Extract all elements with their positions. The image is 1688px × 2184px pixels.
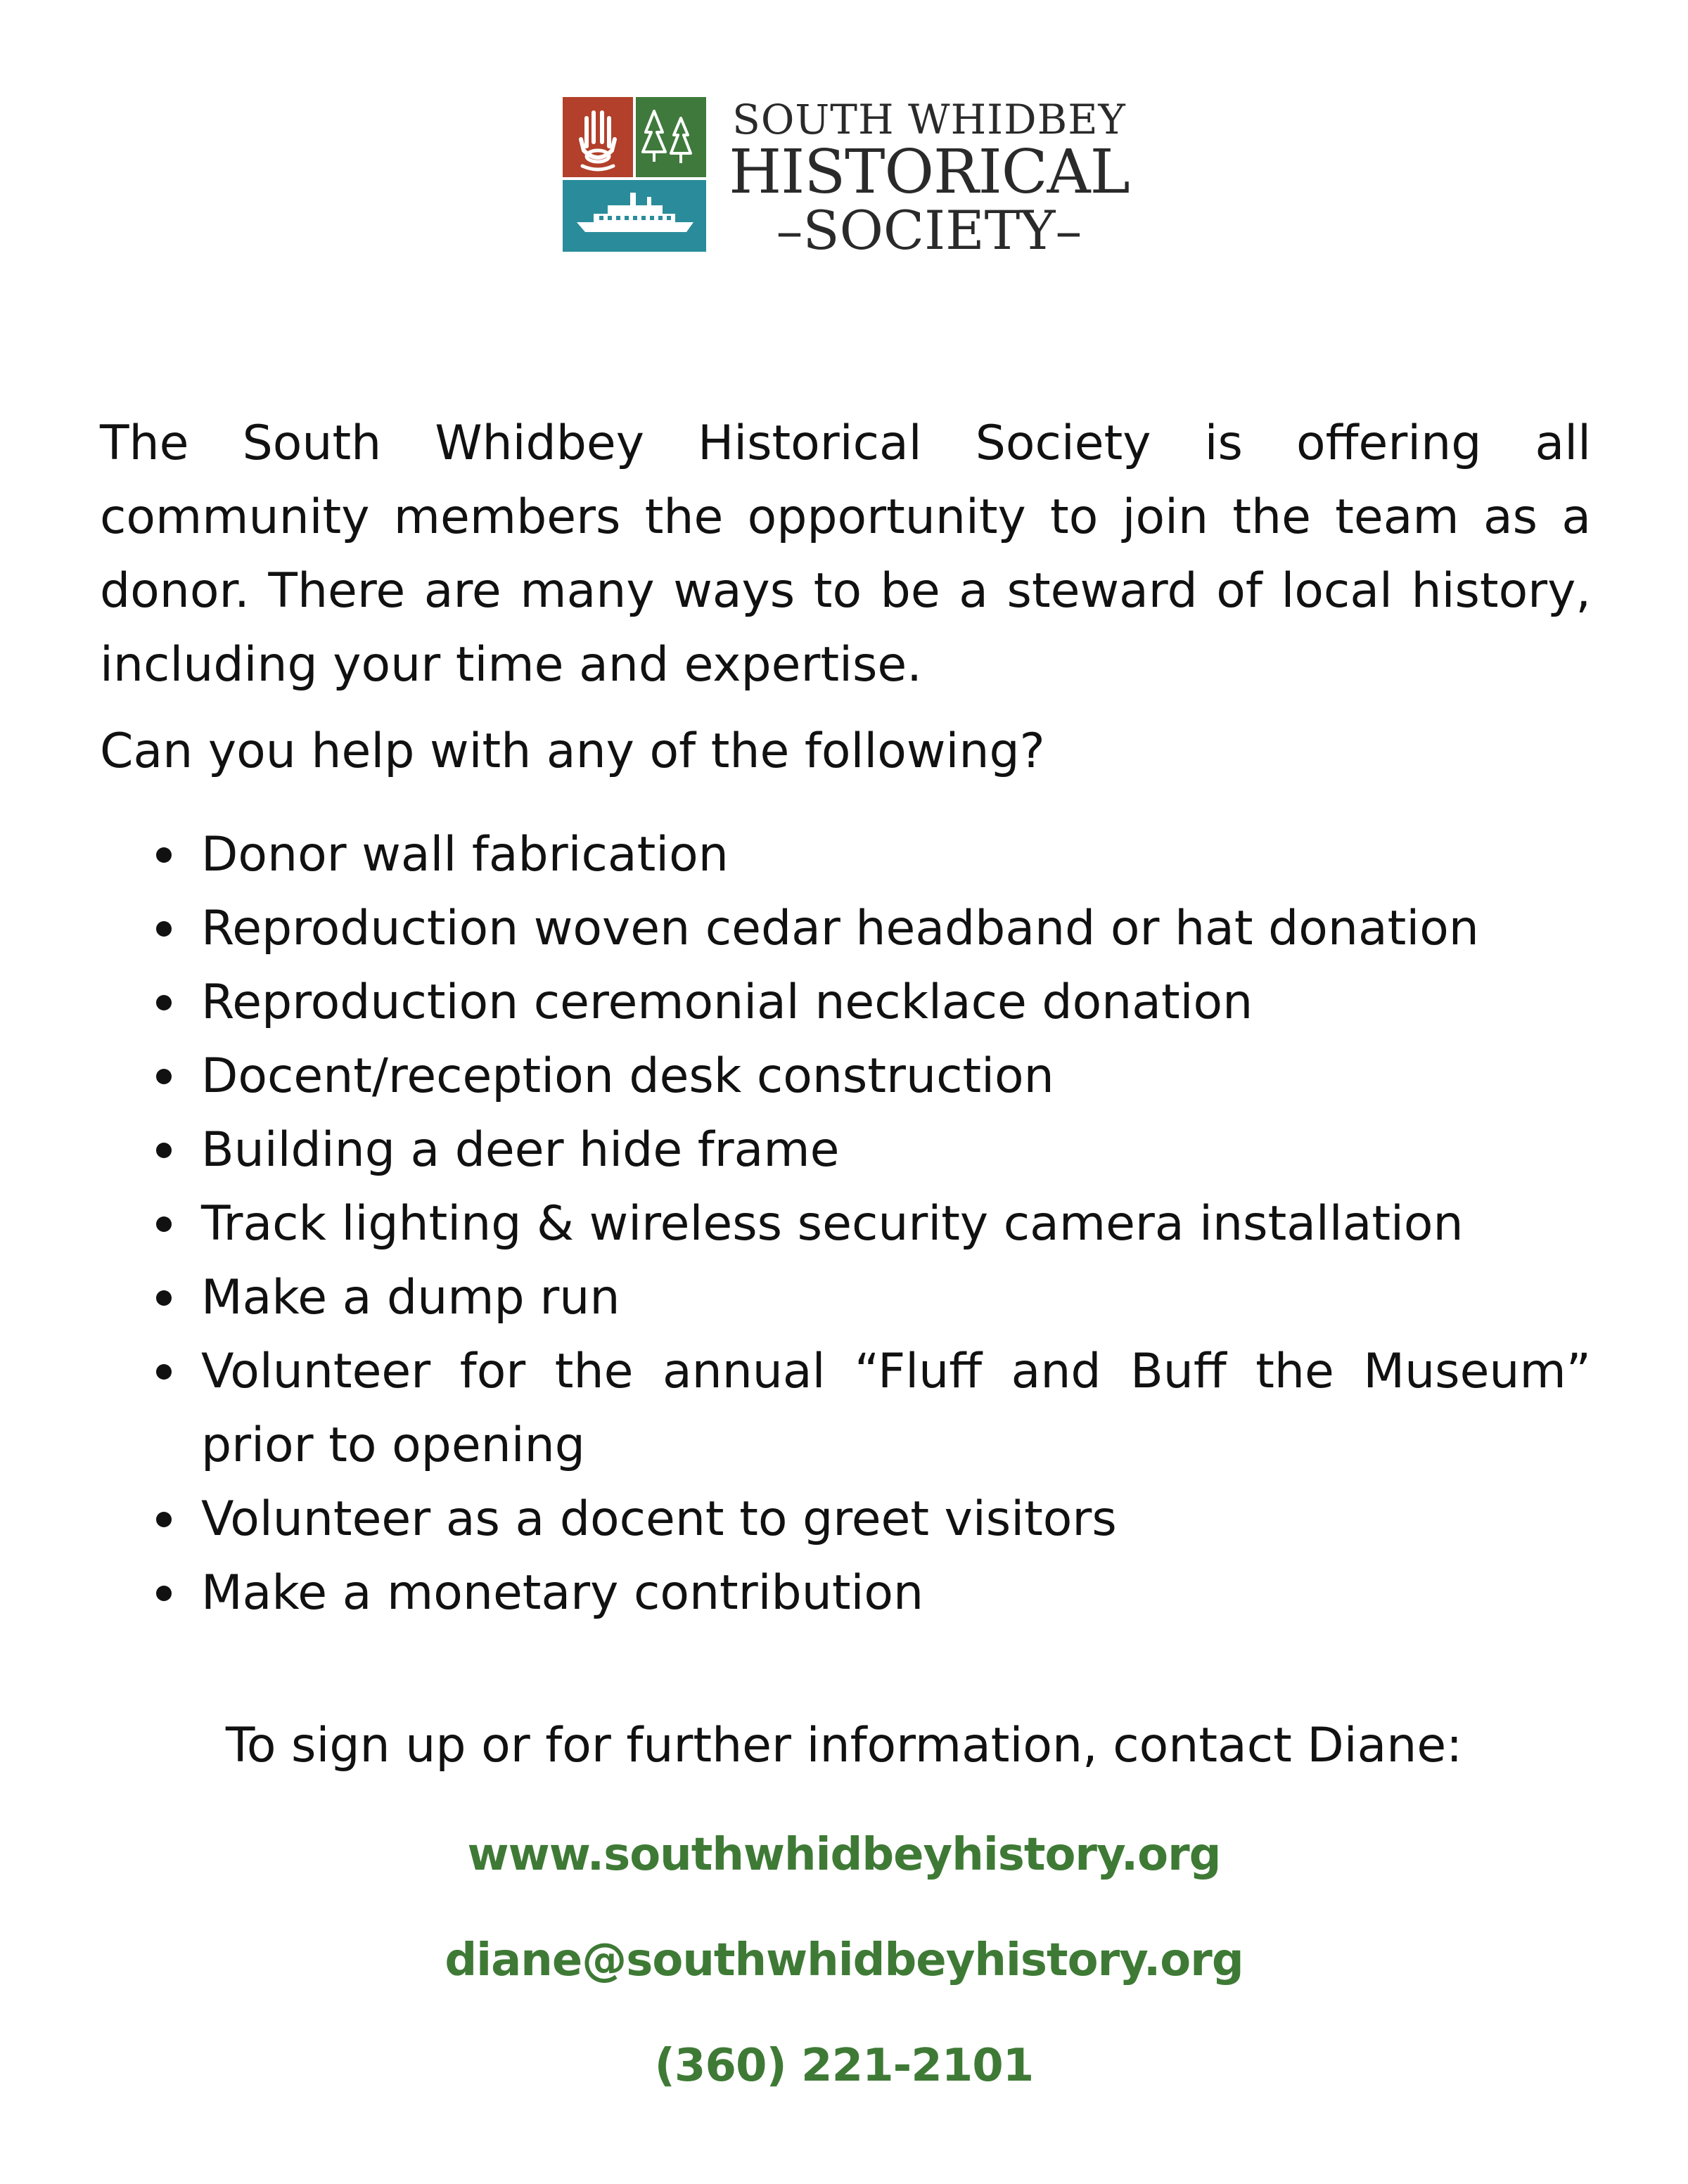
email-link[interactable]: diane@southwhidbeyhistory.org bbox=[445, 1934, 1243, 1986]
list-item bbox=[100, 1187, 1591, 1261]
phone-link[interactable]: (360) 221-2101 bbox=[654, 2040, 1034, 2092]
list-item-text: Volunteer for the annual “Fluff and Buff the Museum” prior to opening bbox=[201, 1344, 1591, 1473]
bullet-icon bbox=[156, 847, 172, 863]
logo-wordmark bbox=[722, 96, 1137, 262]
logo-line-3: –SOCIETY– bbox=[776, 199, 1082, 262]
list-item-text: Reproduction woven cedar headband or hat donation bbox=[201, 901, 1479, 956]
bullet-icon bbox=[156, 1216, 172, 1232]
logo-line-1: SOUTH WHIDBEY bbox=[732, 96, 1126, 143]
list-item bbox=[100, 1556, 1591, 1630]
bullet-icon bbox=[156, 1586, 172, 1601]
society-logo bbox=[563, 96, 1139, 262]
trees-icon bbox=[636, 97, 706, 177]
logo-line-2: HISTORICAL bbox=[729, 137, 1130, 207]
bullet-icon bbox=[156, 1512, 172, 1527]
list-item-text: Volunteer as a docent to greet visitors bbox=[201, 1491, 1117, 1547]
list-item bbox=[100, 965, 1591, 1039]
list-item-text: Building a deer hide frame bbox=[201, 1122, 840, 1178]
bullet-icon bbox=[156, 1364, 172, 1380]
list-item-text: Make a monetary contribution bbox=[201, 1565, 924, 1621]
bullet-icon bbox=[156, 995, 172, 1010]
list-item-text: Docent/reception desk construction bbox=[201, 1048, 1054, 1104]
bullet-icon bbox=[156, 921, 172, 937]
list-item-text: Reproduction ceremonial necklace donation bbox=[201, 975, 1253, 1030]
contact-prompt: To sign up or for further information, contact Diane: bbox=[225, 1718, 1463, 1773]
bullet-icon bbox=[156, 1069, 172, 1084]
bullet-icon bbox=[156, 1290, 172, 1306]
list-item bbox=[100, 818, 1591, 892]
list-item bbox=[100, 1039, 1591, 1113]
bullet-icon bbox=[156, 1143, 172, 1158]
intro-paragraph: The South Whidbey Historical Society is offering all community members the opportunity to join the team as a donor. There are many ways to be a steward of local history, including your time and expertise. bbox=[100, 416, 1591, 693]
list-item-text: Track lighting & wireless security camera installation bbox=[201, 1196, 1464, 1252]
list-item-text: Donor wall fabrication bbox=[201, 827, 729, 882]
list-item-text: Make a dump run bbox=[201, 1270, 620, 1325]
list-item bbox=[100, 1335, 1591, 1482]
list-item bbox=[100, 1113, 1591, 1187]
logo-mark bbox=[563, 97, 706, 252]
help-list bbox=[100, 818, 1591, 1630]
list-item bbox=[100, 892, 1591, 965]
website-link[interactable]: www.southwhidbeyhistory.org bbox=[467, 1829, 1221, 1881]
list-item bbox=[100, 1261, 1591, 1335]
flyer-body bbox=[100, 406, 1591, 1630]
help-question: Can you help with any of the following? bbox=[100, 724, 1045, 779]
hand-icon bbox=[563, 97, 633, 177]
steamboat-icon bbox=[563, 180, 706, 252]
list-item bbox=[100, 1482, 1591, 1556]
